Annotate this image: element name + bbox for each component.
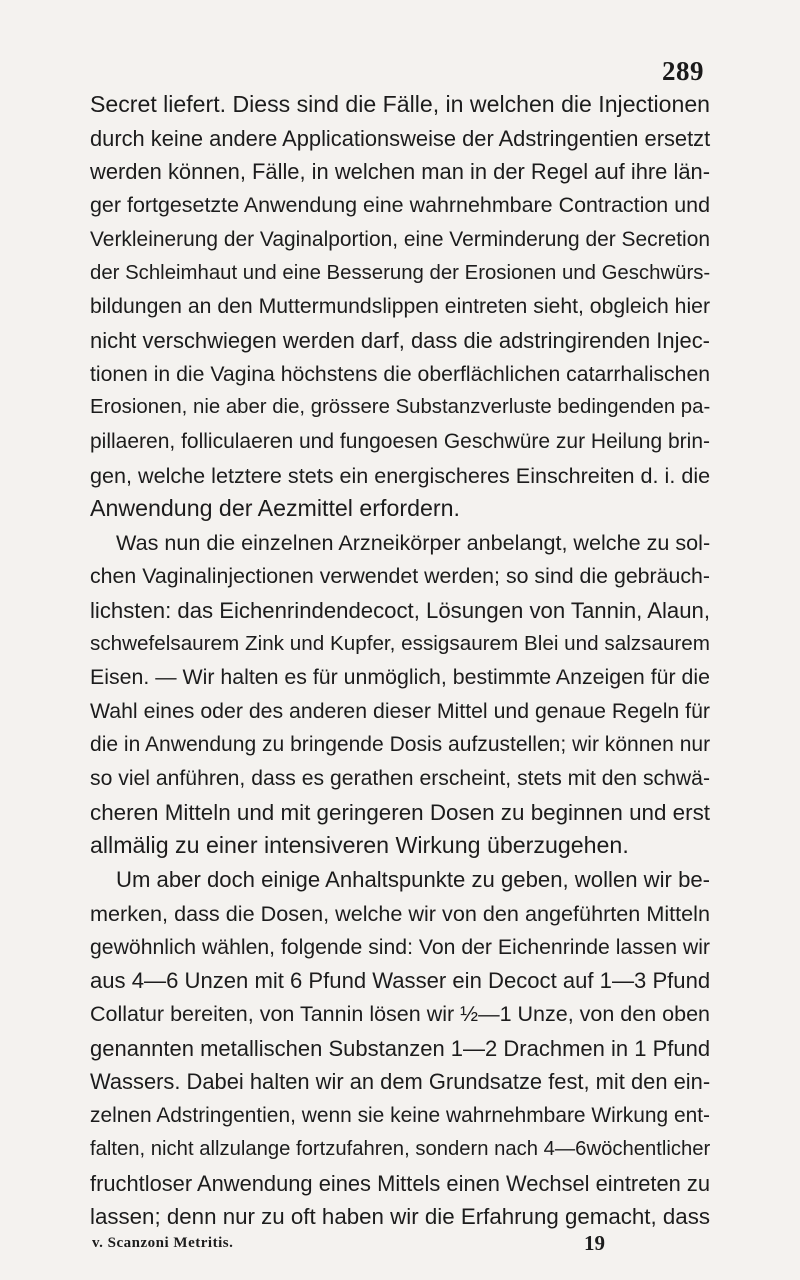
text-line: lassen; denn nur zu oft haben wir die Erfahrung gemacht, dass xyxy=(90,1204,710,1230)
text-line: merken, dass die Dosen, welche wir von den angeführten Mitteln xyxy=(90,900,710,926)
text-line: Wassers. Dabei halten wir an dem Grundsatze fest, mit den ein- xyxy=(90,1069,711,1095)
text-line: cheren Mitteln und mit geringeren Dosen zu beginnen und erst xyxy=(90,799,710,825)
text-line: genannten metallischen Substanzen 1—2 Drachmen in 1 Pfund xyxy=(90,1035,711,1061)
text-line: gewöhnlich wählen, folgende sind: Von der Eichenrinde lassen wir xyxy=(90,935,710,959)
printer-signature: v. Scanzoni Metritis. xyxy=(92,1235,234,1251)
text-line: durch keine andere Applicationsweise der Adstringentien ersetzt xyxy=(90,125,711,151)
text-line: chen Vaginalinjectionen verwendet werden; so sind die gebräuch- xyxy=(90,563,710,588)
text-line: ger fortgesetzte Anwendung eine wahrnehmbare Contraction und xyxy=(90,193,710,218)
text-line: tionen in die Vagina höchstens die oberflächlichen catarrhalischen xyxy=(90,362,711,386)
text-line: Was nun die einzelnen Arzneikörper anbelangt, welche zu sol- xyxy=(116,530,711,556)
text-line: falten, nicht allzulange fortzufahren, sondern nach 4—6wöchentlicher xyxy=(90,1137,711,1160)
text-line: Secret liefert. Diess sind die Fälle, in welchen die Injectionen xyxy=(90,91,711,117)
text-line: lichsten: das Eichenrindendecoct, Lösungen von Tannin, Alaun, xyxy=(90,597,710,623)
signature-number: 19 xyxy=(584,1231,605,1255)
text-line: die in Anwendung zu bringende Dosis aufzustellen; wir können nur xyxy=(90,733,711,757)
text-line: der Schleimhaut und eine Besserung der Erosionen und Geschwürs- xyxy=(90,261,711,284)
text-line: aus 4—6 Unzen mit 6 Pfund Wasser ein Decoct auf 1—3 Pfund xyxy=(90,968,711,994)
text-line: Wahl eines oder des anderen dieser Mittel und genaue Regeln für xyxy=(90,698,710,723)
text-line: allmälig zu einer intensiveren Wirkung überzugehen. xyxy=(90,832,629,859)
text-line: Eisen. — Wir halten es für unmöglich, bestimmte Anzeigen für die xyxy=(90,664,710,689)
text-line: Anwendung der Aezmittel erfordern. xyxy=(90,495,460,522)
text-line: schwefelsaurem Zink und Kupfer, essigsaurem Blei und salzsaurem xyxy=(90,632,710,656)
page-footer xyxy=(92,1233,708,1261)
body-text xyxy=(90,88,710,1234)
text-line: pillaeren, folliculaeren und fungoesen Geschwüre zur Heilung brin- xyxy=(90,430,710,454)
text-line: Erosionen, nie aber die, grössere Substanzverluste bedingenden pa- xyxy=(90,396,711,419)
text-line: zelnen Adstringentien, wenn sie keine wahrnehmbare Wirkung ent- xyxy=(90,1104,710,1128)
text-line: gen, welche letztere stets ein energischeres Einschreiten d. i. die xyxy=(90,462,711,488)
text-line: so viel anführen, dass es gerathen erscheint, stets mit den schwä- xyxy=(90,767,710,791)
text-line: nicht verschwiegen werden darf, dass die adstringirenden Injec- xyxy=(90,327,710,353)
text-line: Verkleinerung der Vaginalportion, eine Verminderung der Secretion xyxy=(90,227,710,251)
page-number: 289 xyxy=(662,56,704,86)
text-line: Um aber doch einige Anhaltspunkte zu geben, wollen wir be- xyxy=(116,867,711,893)
text-line: bildungen an den Muttermundslippen eintreten sieht, obgleich hier xyxy=(90,295,711,319)
text-line: werden können, Fälle, in welchen man in der Regel auf ihre län- xyxy=(90,159,710,185)
text-line: Collatur bereiten, von Tannin lösen wir ½—1 Unze, von den oben xyxy=(90,1001,710,1026)
text-line: fruchtloser Anwendung eines Mittels einen Wechsel eintreten zu xyxy=(90,1170,710,1196)
